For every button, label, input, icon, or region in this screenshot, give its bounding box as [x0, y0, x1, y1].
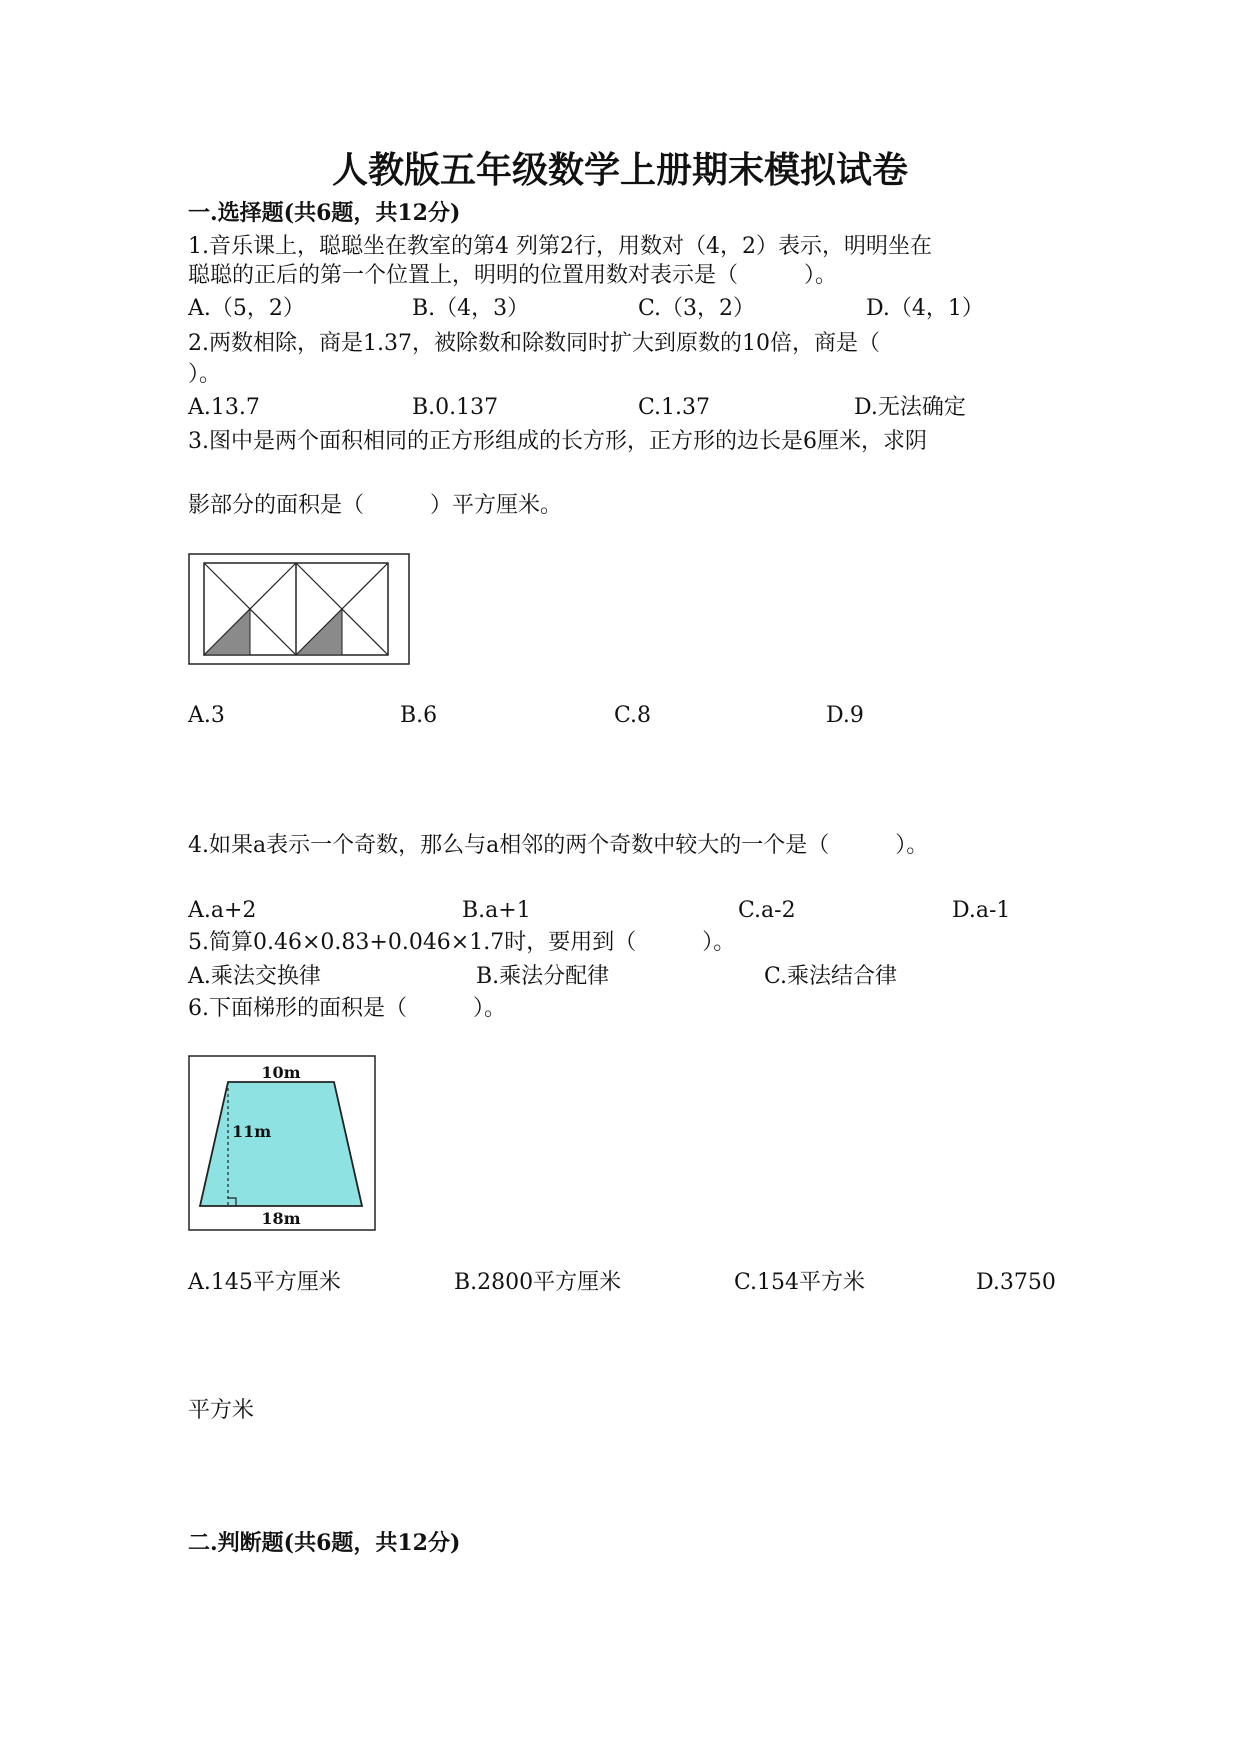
question-1-option-c: C.（3，2） — [638, 296, 756, 321]
question-3-option-a: A.3 — [188, 703, 225, 728]
question-5-line-1: 5.简算0.46×0.83+0.046×1.7时，要用到（ ）。 — [188, 930, 736, 955]
question-2-option-b: B.0.137 — [412, 395, 499, 420]
trapezoid-height-label: 11m — [232, 1122, 272, 1141]
question-1-line-2: 聪聪的正后的第一个位置上，明明的位置用数对表示是（ ）。 — [188, 263, 838, 288]
question-5-option-a: A.乘法交换律 — [188, 964, 321, 989]
section-heading-choice: 一.选择题(共6题，共12分) — [188, 200, 461, 226]
page-title: 人教版五年级数学上册期末模拟试卷 — [331, 149, 908, 191]
question-6-option-d-continued: 平方米 — [188, 1398, 255, 1423]
question-4-option-b: B.a+1 — [462, 898, 531, 923]
question-3-line-1: 3.图中是两个面积相同的正方形组成的长方形，正方形的边长是6厘米，求阴 — [188, 429, 927, 454]
question-2-option-c: C.1.37 — [638, 395, 711, 420]
question-2-option-a: A.13.7 — [188, 395, 260, 420]
question-6-option-a: A.145平方厘米 — [188, 1270, 341, 1295]
question-5-option-c: C.乘法结合律 — [764, 964, 898, 989]
question-3-line-2: 影部分的面积是（ ）平方厘米。 — [188, 493, 563, 518]
question-6-option-d: D.3750 — [976, 1270, 1056, 1295]
question-4-option-c: C.a-2 — [738, 898, 796, 923]
question-4-option-a: A.a+2 — [188, 898, 257, 923]
question-3-figure — [188, 553, 410, 665]
question-1-option-d: D.（4，1） — [866, 296, 984, 321]
question-3-option-c: C.8 — [614, 703, 652, 728]
question-6-option-c: C.154平方米 — [734, 1270, 866, 1295]
trapezoid-bottom-label: 18m — [261, 1209, 301, 1228]
question-5-option-b: B.乘法分配律 — [476, 964, 610, 989]
trapezoid-top-label: 10m — [261, 1063, 301, 1082]
question-4-option-d: D.a-1 — [952, 898, 1011, 923]
question-1-option-b: B.（4，3） — [412, 296, 530, 321]
question-1-line-1: 1.音乐课上，聪聪坐在教室的第4 列第2行，用数对（4，2）表示，明明坐在 — [188, 234, 932, 259]
question-6-trapezoid-figure — [188, 1055, 376, 1231]
question-3-option-d: D.9 — [826, 703, 864, 728]
question-6-option-b: B.2800平方厘米 — [454, 1270, 622, 1295]
section-heading-judgment: 二.判断题(共6题，共12分) — [188, 1530, 461, 1556]
question-3-option-b: B.6 — [400, 703, 438, 728]
question-2-line-2: ）。 — [188, 362, 222, 387]
question-2-line-1: 2.两数相除，商是1.37，被除数和除数同时扩大到原数的10倍，商是（ — [188, 331, 880, 356]
question-4-line-1: 4.如果a表示一个奇数，那么与a相邻的两个奇数中较大的一个是（ ）。 — [188, 833, 929, 858]
question-1-option-a: A.（5，2） — [188, 296, 305, 321]
question-2-option-d: D.无法确定 — [854, 395, 966, 420]
question-6-line-1: 6.下面梯形的面积是（ ）。 — [188, 996, 506, 1021]
